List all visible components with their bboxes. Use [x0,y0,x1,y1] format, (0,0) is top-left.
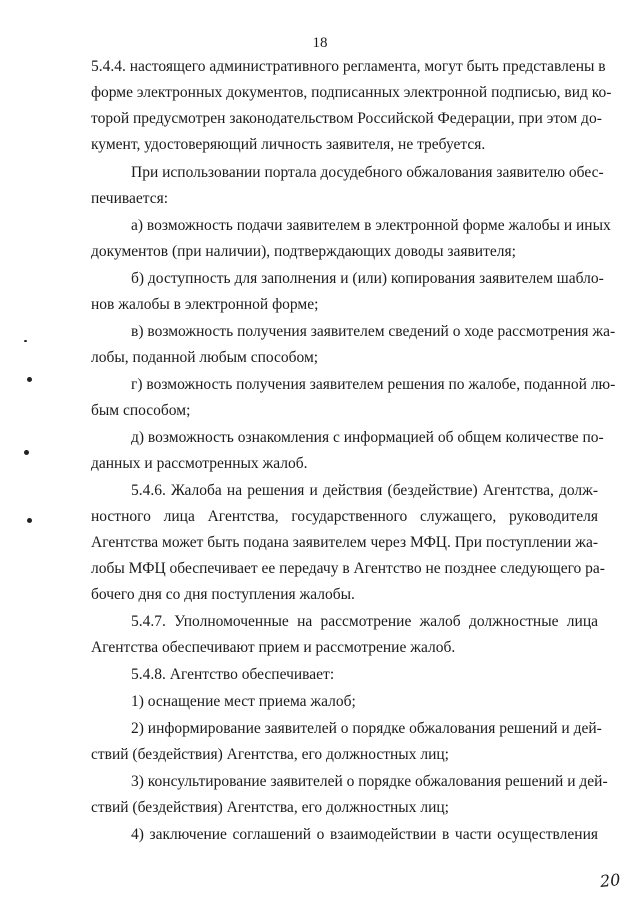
text-line: ностного лица Агентства, государственного служащего, руководителя [91,508,598,525]
text-line: 5.4.7. Уполномоченные на рассмотрение жалоб должностные лица [131,613,598,630]
text-line: кумент, удостоверяющий личность заявителя, не требуется. [91,136,486,153]
text-line: нов жалобы в электронной форме; [91,296,319,313]
text-line: Агентства обеспечивают прием и рассмотрение жалоб. [91,639,456,656]
text-line: 1) оснащение мест приема жалоб; [131,693,356,710]
text-line: д) возможность ознакомления с информацией об общем количестве по- [131,429,604,446]
scan-mark [24,340,27,342]
text-line: 5.4.4. настоящего административного регламента, могут быть представлены в [91,58,606,75]
text-line: данных и рассмотренных жалоб. [91,455,308,472]
scan-mark [27,518,32,523]
text-line: лобы, поданной любым способом; [91,349,319,366]
scan-mark [27,377,32,382]
text-line: б) доступность для заполнения и (или) копирования заявителем шабло- [131,270,604,287]
text-line: Агентства может быть подана заявителем через МФЦ. При поступлении жа- [91,534,598,551]
text-line: 3) консультирование заявителей о порядке обжалования решений и дей- [131,773,608,790]
text-line: 5.4.8. Агентство обеспечивает: [131,666,335,683]
page-number: 18 [312,35,328,51]
text-line: торой предусмотрен законодательством Российской Федерации, при этом до- [91,110,602,127]
text-line: г) возможность получения заявителем решения по жалобе, поданной лю- [131,376,616,393]
text-line: документов (при наличии), подтверждающих доводы заявителя; [91,243,516,260]
text-line: 5.4.6. Жалоба на решения и действия (бездействие) Агентства, долж- [131,482,598,499]
text-line: При использовании портала досудебного обжалования заявителю обес- [131,164,604,181]
text-line: форме электронных документов, подписанных электронной подписью, вид ко- [91,84,612,101]
text-line: а) возможность подачи заявителем в электронной форме жалобы и иных [131,217,611,234]
text-line: 4) заключение соглашений о взаимодействии в части осуществления [131,826,598,843]
text-line: бочего дня со дня поступления жалобы. [91,586,355,603]
text-line: лобы МФЦ обеспечивает ее передачу в Агентство не позднее следующего ра- [91,560,605,577]
text-line: в) возможность получения заявителем сведений о ходе рассмотрения жа- [131,323,616,340]
text-line: ствий (бездействия) Агентства, его должностных лиц; [91,746,449,763]
text-line: ствий (бездействия) Агентства, его должностных лиц; [91,799,449,816]
handwritten-page-number: 20 [599,869,622,892]
scan-mark [24,450,29,455]
text-line: 2) информирование заявителей о порядке обжалования решений и дей- [131,720,602,737]
text-line: печивается: [91,190,169,207]
text-line: бым способом; [91,402,191,419]
